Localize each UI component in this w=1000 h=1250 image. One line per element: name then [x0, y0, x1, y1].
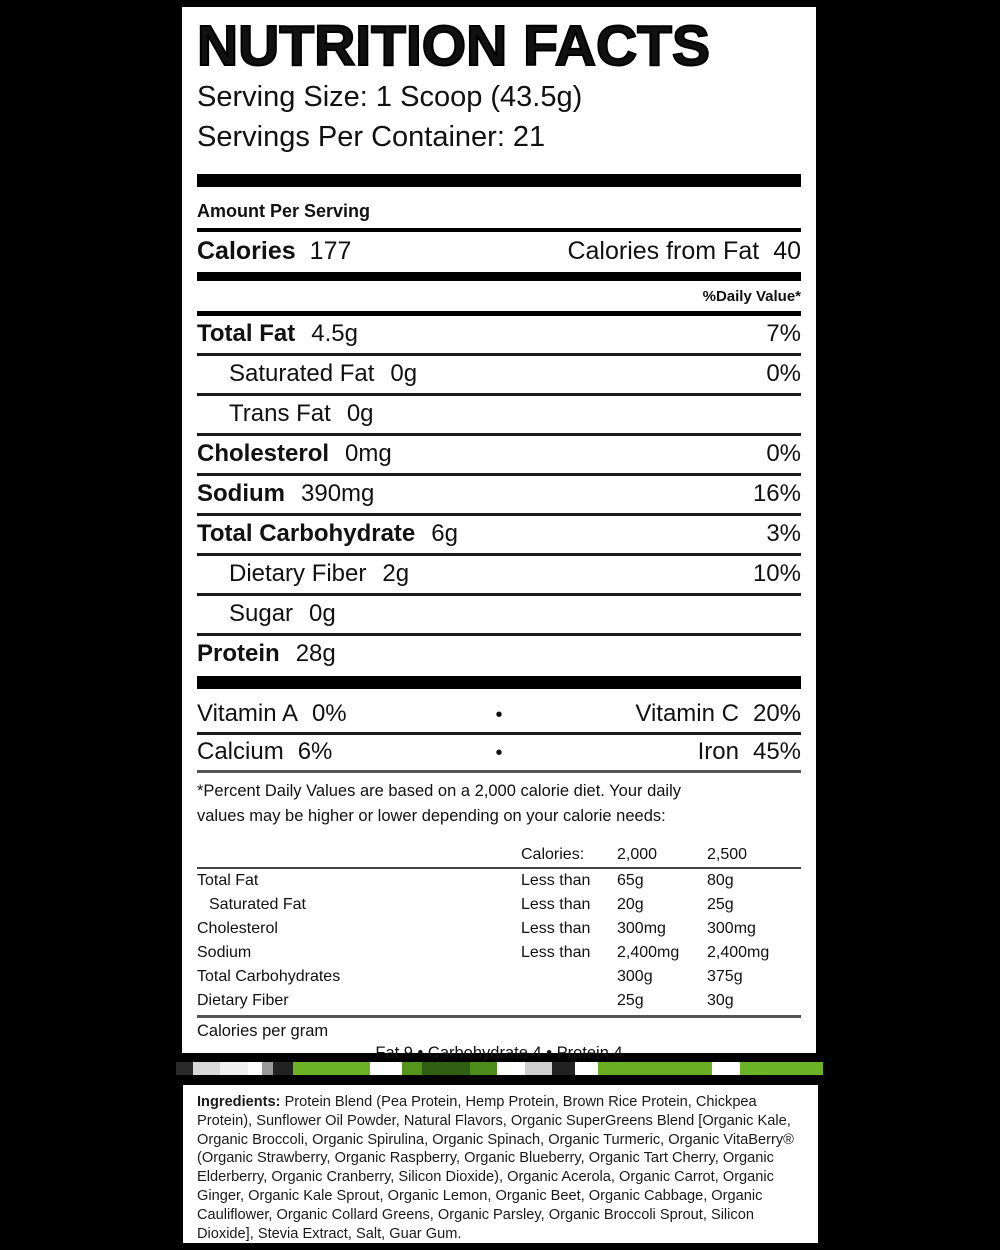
- daily-value-footnote: [197, 773, 801, 829]
- dv-row-qualifier: Less than: [521, 896, 591, 913]
- dv-row-name: Cholesterol: [197, 920, 278, 937]
- serving-size: Serving Size: 1 Scoop (43.5g): [197, 81, 583, 113]
- nutrient-name: Cholesterol: [197, 440, 330, 467]
- dv-row-2500: 2,400mg: [707, 944, 770, 961]
- nutrient-amount: 0g: [309, 600, 336, 627]
- vitamin-name: Vitamin C: [635, 700, 739, 727]
- nutrient-row-sugar: [197, 593, 801, 633]
- nutrient-row-dietary-fiber: [197, 553, 801, 593]
- vitamin-row-a-c: [197, 697, 801, 732]
- ingredients-panel: [178, 1080, 823, 1248]
- dv-row-2500: 300mg: [707, 920, 756, 937]
- footnote-line: values may be higher or lower depending on your calorie needs:: [197, 807, 666, 825]
- dv-row-qualifier: Less than: [521, 872, 591, 889]
- nutrient-name: Dietary Fiber: [229, 560, 367, 587]
- nutrient-row-sodium: [197, 473, 801, 513]
- calories-row: [197, 232, 801, 272]
- vitamin-value: 0%: [311, 700, 347, 727]
- dv-row-2000: 25g: [617, 992, 644, 1009]
- dv-row-name: Sodium: [197, 944, 252, 961]
- dv-row-qualifier: [521, 989, 617, 1013]
- ingredients-text: [197, 1093, 804, 1243]
- servings-per-container: Servings Per Container: 21: [197, 121, 546, 153]
- divider-thick: [197, 174, 801, 187]
- nutrient-amount: 0mg: [345, 440, 392, 467]
- dv-table-calories-label: Calories:: [521, 846, 585, 863]
- dv-row-qualifier: [521, 965, 617, 989]
- nutrient-amount: 0g: [390, 360, 418, 387]
- nutrient-daily-value: 7%: [766, 320, 801, 347]
- nutrition-facts-title: NUTRITION FACTS: [197, 14, 710, 78]
- dv-row-2000: 65g: [617, 872, 644, 889]
- calories-per-gram-label: Calories per gram: [197, 1022, 329, 1040]
- dv-table-header: [197, 843, 801, 869]
- dv-row-qualifier: Less than: [521, 944, 591, 961]
- dv-row-2000: 20g: [617, 896, 644, 913]
- daily-value-reference-table: [197, 843, 801, 1013]
- nutrient-name: Protein: [197, 640, 280, 667]
- vitamin-row-calcium-iron: [197, 732, 801, 770]
- dv-row-2500: 30g: [707, 992, 734, 1009]
- nutrient-name: Sodium: [197, 480, 285, 507]
- dv-row-name: Total Carbohydrates: [197, 968, 341, 985]
- dv-row-2500: 375g: [707, 968, 743, 985]
- nutrient-row-total-carbohydrate: [197, 513, 801, 553]
- nutrient-daily-value: 0%: [766, 360, 801, 387]
- ingredients-label: Ingredients:: [197, 1094, 281, 1110]
- dv-table-row-saturated-fat: [197, 893, 801, 917]
- vitamin-value: 20%: [752, 700, 802, 727]
- amount-per-serving-label: Amount Per Serving: [197, 201, 371, 221]
- nutrient-row-cholesterol: [197, 433, 801, 473]
- nutrient-name: Total Carbohydrate: [197, 520, 416, 547]
- vitamin-value: 45%: [752, 738, 802, 765]
- dv-row-name: Saturated Fat: [209, 896, 306, 913]
- calories-per-gram-section: [197, 1015, 801, 1063]
- vitamin-name: Iron: [697, 738, 739, 765]
- nutrient-name: Saturated Fat: [229, 360, 375, 387]
- nutrient-row-trans-fat: [197, 393, 801, 433]
- calories-per-gram-values: Fat 9 • Carbohydrate 4 • Protein 4: [375, 1044, 623, 1062]
- dv-table-row-total-fat: [197, 869, 801, 893]
- nutrient-name: Total Fat: [197, 320, 296, 347]
- nutrient-row-total-fat: [197, 316, 801, 353]
- footnote-line: *Percent Daily Values are based on a 2,000 calorie diet. Your daily: [197, 782, 682, 800]
- nutrient-amount: 390mg: [301, 480, 375, 507]
- dv-table-col-2000: 2,000: [617, 846, 658, 863]
- vitamin-name: Vitamin A: [197, 700, 298, 727]
- nutrient-row-protein: [197, 633, 801, 673]
- nutrient-name: Sugar: [229, 600, 294, 627]
- dv-table-row-dietary-fiber: [197, 989, 801, 1013]
- nutrient-row-saturated-fat: [197, 353, 801, 393]
- daily-value-header: %Daily Value*: [702, 288, 801, 305]
- divider-medium: [197, 272, 801, 281]
- nutrient-amount: 4.5g: [311, 320, 358, 347]
- nutrient-daily-value: 16%: [752, 480, 801, 507]
- calories-from-fat-value: 40: [773, 237, 801, 265]
- dv-row-2500: 25g: [707, 896, 734, 913]
- dv-row-2500: 80g: [707, 872, 734, 889]
- bullet-separator: •: [495, 704, 503, 726]
- dv-row-2000: 300mg: [617, 920, 666, 937]
- calories-value: 177: [309, 237, 352, 265]
- nutrient-amount: 0g: [346, 400, 374, 427]
- divider-thick: [197, 676, 801, 689]
- dv-table-row-cholesterol: [197, 917, 801, 941]
- ingredients-list: Protein Blend (Pea Protein, Hemp Protein, Brown Rice Protein, Chickpea Protein), Sunflower Oil Powder, Natural Flavors, Organic SuperGreens Blend [Organic Kale, Organic Broccoli, Organic Spirulina, Organic Spinach, Organic Turmeric, Organic VitaBerry® (Organic Strawberry, Organic Raspberry, Organic Blueberry, Organic Tart Cherry, Organic Elderberry, Organic Cranberry, Silicon Dioxide), Organic Acerola, Organic Carrot, Organic Ginger, Organic Kale Sprout, Organic Lemon, Organic Beet, Organic Cabbage, Organic Cauliflower, Organic Collard Greens, Organic Parsley, Organic Broccoli Sprout, Silicon Dioxide], Stevia Extract, Salt, Guar Gum.: [197, 1094, 794, 1242]
- nutrition-facts-panel: [177, 2, 821, 1062]
- nutrient-amount: 2g: [382, 560, 410, 587]
- nutrient-amount: 28g: [295, 640, 336, 667]
- calories-from-fat-label: Calories from Fat: [567, 237, 760, 265]
- dv-row-2000: 2,400mg: [617, 944, 680, 961]
- dv-table-row-sodium: [197, 941, 801, 965]
- dv-row-name: Total Fat: [197, 872, 259, 889]
- nutrient-name: Trans Fat: [229, 400, 331, 427]
- dv-row-2000: 300g: [617, 968, 653, 985]
- nutrient-daily-value: 10%: [752, 560, 801, 587]
- vitamin-name: Calcium: [197, 738, 284, 765]
- dv-row-qualifier: Less than: [521, 920, 591, 937]
- packaging-stripe-band: [176, 1062, 823, 1075]
- nutrient-daily-value: 0%: [766, 440, 801, 467]
- calories-label: Calories: [197, 237, 296, 265]
- dv-table-col-2500: 2,500: [707, 846, 748, 863]
- dv-table-row-total-carbohydrates: [197, 965, 801, 989]
- nutrient-daily-value: 3%: [766, 520, 801, 547]
- dv-row-name: Dietary Fiber: [197, 992, 289, 1009]
- vitamin-value: 6%: [297, 738, 333, 765]
- bullet-separator: •: [495, 742, 503, 764]
- nutrient-amount: 6g: [431, 520, 458, 547]
